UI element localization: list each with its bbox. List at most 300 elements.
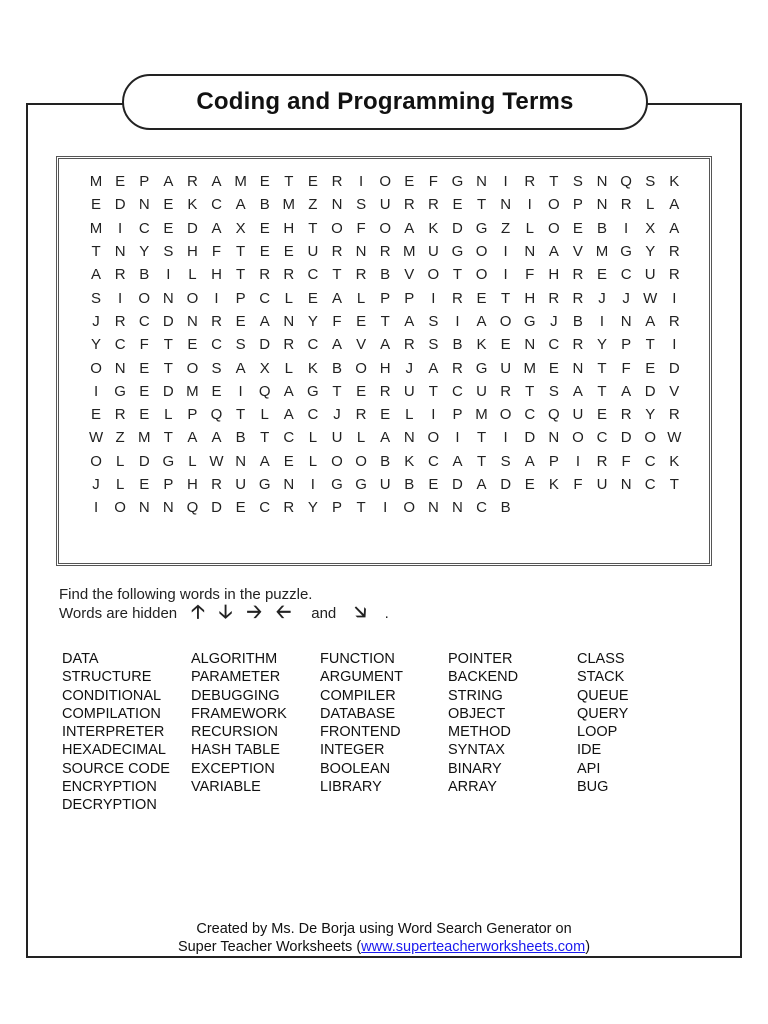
grid-letter: U — [476, 382, 487, 400]
grid-letter: V — [404, 266, 415, 284]
grid-letter: P — [452, 406, 463, 424]
grid-letter: U — [427, 243, 439, 261]
grid-letter: W — [667, 429, 682, 447]
grid-letter: T — [452, 266, 463, 284]
grid-letter: J — [598, 289, 606, 307]
grid-letter: E — [404, 173, 415, 191]
grid-letter: P — [380, 289, 391, 307]
grid-letter: U — [403, 382, 415, 400]
grid-letter: E — [187, 336, 198, 354]
grid-letter: O — [499, 406, 512, 424]
grid-letter: E — [452, 196, 463, 214]
grid-letter: K — [404, 452, 415, 470]
grid-letter: V — [572, 243, 583, 261]
grid-letter: C — [211, 336, 222, 354]
grid-letter: U — [379, 476, 391, 493]
grid-letter: L — [356, 429, 366, 447]
grid-letter: F — [428, 173, 438, 191]
word-item: IDE — [577, 742, 602, 759]
grid-letter: I — [503, 266, 508, 284]
grid-letter: M — [523, 359, 536, 377]
grid-letter: S — [500, 452, 511, 470]
grid-letter: W — [88, 429, 104, 447]
grid-letter: C — [620, 266, 632, 284]
grid-letter: R — [403, 196, 415, 214]
word-item: ARRAY — [448, 779, 497, 796]
grid-letter: O — [355, 452, 367, 470]
grid-letter: R — [427, 196, 439, 214]
word-item: DECRYPTION — [62, 797, 157, 814]
grid-letter: R — [596, 452, 608, 470]
grid-letter: I — [527, 196, 532, 214]
grid-letter: D — [187, 219, 198, 237]
grid-letter: A — [211, 219, 222, 237]
grid-letter: R — [283, 266, 295, 284]
grid-letter: R — [331, 173, 343, 191]
grid-letter: C — [524, 406, 536, 424]
grid-letter: I — [383, 499, 388, 517]
grid-letter: E — [235, 499, 246, 517]
grid-letter: A — [331, 289, 342, 307]
grid-letter: A — [404, 219, 415, 237]
grid-letter: A — [235, 196, 246, 214]
grid-letter: E — [356, 382, 367, 400]
grid-letter: A — [380, 429, 391, 447]
grid-letter: R — [668, 406, 680, 424]
grid-letter: O — [186, 289, 199, 307]
grid-letter: M — [403, 243, 416, 261]
grid-letter: I — [503, 243, 508, 261]
grid-letter: W — [643, 289, 658, 307]
grid-letter: L — [284, 289, 293, 307]
grid-letter: E — [163, 219, 174, 237]
grid-letter: Z — [501, 219, 511, 237]
grid-letter: M — [282, 196, 296, 214]
grid-letter: N — [355, 243, 367, 261]
grid-letter: D — [668, 359, 680, 377]
grid-letter: O — [90, 359, 102, 377]
grid-letter: G — [523, 312, 536, 330]
grid-letter: X — [645, 219, 656, 237]
grid-letter: F — [356, 219, 366, 237]
word-item: OBJECT — [448, 705, 506, 722]
grid-letter: Z — [308, 196, 318, 214]
grid-letter: O — [403, 499, 416, 517]
grid-letter: M — [186, 382, 199, 400]
grid-letter: N — [500, 196, 512, 214]
grid-letter: J — [405, 359, 414, 377]
grid-letter: N — [283, 476, 295, 493]
grid-letter: C — [596, 429, 608, 447]
word-item: INTEGER — [320, 742, 385, 759]
grid-letter: C — [259, 499, 271, 517]
grid-letter: F — [525, 266, 535, 284]
instruction-and: and — [311, 604, 337, 622]
grid-letter: N — [524, 336, 536, 354]
grid-letter: E — [597, 266, 608, 284]
grid-letter: S — [548, 382, 559, 400]
word-item: VARIABLE — [191, 779, 261, 796]
word-item: FRONTEND — [320, 724, 401, 741]
grid-letter: B — [572, 312, 583, 330]
grid-letter: N — [162, 289, 174, 307]
grid-letter: B — [380, 266, 391, 284]
grid-letter: I — [431, 289, 436, 307]
grid-letter: U — [644, 266, 656, 284]
grid-letter: L — [646, 196, 655, 214]
grid-letter: K — [669, 173, 680, 191]
grid-letter: H — [187, 476, 198, 493]
grid-letter: N — [114, 359, 126, 377]
grid-letter: F — [211, 243, 222, 261]
grid-letter: R — [548, 289, 560, 307]
grid-letter: C — [283, 429, 295, 447]
grid-letter: D — [452, 219, 463, 237]
grid-letter: L — [164, 406, 173, 424]
grid-letter: E — [283, 243, 294, 261]
grid-letter: K — [669, 452, 680, 470]
grid-letter: O — [499, 312, 512, 330]
grid-letter: O — [572, 429, 584, 447]
grid-letter: A — [476, 476, 487, 493]
grid-letter: E — [139, 382, 150, 400]
grid-letter: N — [427, 499, 439, 517]
grid-letter: R — [668, 312, 680, 330]
title-banner — [122, 74, 648, 130]
grid-letter: T — [597, 359, 607, 377]
grid-letter: A — [211, 173, 222, 191]
word-item: ARGUMENT — [320, 669, 403, 686]
instruction-hidden-text: Words are hidden — [59, 604, 178, 622]
grid-letter: A — [331, 336, 342, 354]
grid-letter: N — [596, 173, 608, 191]
grid-letter: I — [310, 476, 315, 493]
grid-letter: A — [91, 266, 102, 284]
footer-link[interactable]: www.superteacherworksheets.com — [361, 939, 586, 955]
grid-letter: N — [331, 196, 343, 214]
grid-letter: Y — [307, 312, 318, 330]
grid-letter: S — [428, 312, 439, 330]
grid-letter: H — [379, 359, 391, 377]
grid-letter: O — [379, 173, 391, 191]
grid-letter: I — [455, 312, 460, 330]
grid-letter: M — [137, 429, 151, 447]
grid-letter: R — [620, 406, 632, 424]
word-item: STRING — [448, 687, 503, 704]
grid-letter: T — [476, 196, 487, 214]
grid-letter: T — [476, 452, 487, 470]
grid-letter: O — [331, 219, 343, 237]
grid-letter: I — [503, 173, 508, 191]
grid-letter: O — [475, 266, 488, 284]
grid-letter: A — [645, 312, 656, 330]
grid-letter: B — [259, 196, 270, 214]
grid-letter: A — [211, 429, 222, 447]
grid-letter: R — [211, 476, 222, 493]
grid-letter: K — [187, 196, 198, 214]
grid-letter: Q — [210, 406, 223, 424]
word-item: LIBRARY — [320, 779, 382, 796]
grid-letter: E — [91, 196, 102, 214]
grid-letter: G — [162, 452, 175, 470]
grid-letter: I — [166, 266, 171, 284]
grid-letter: T — [236, 266, 246, 284]
grid-letter: C — [307, 406, 319, 424]
grid-letter: Q — [620, 173, 632, 191]
grid-letter: G — [451, 173, 464, 191]
word-item: INTERPRETER — [62, 724, 165, 741]
grid-letter: E — [91, 406, 102, 424]
grid-letter: R — [668, 243, 680, 261]
word-item: BINARY — [448, 760, 502, 777]
grid-letter: U — [307, 243, 319, 261]
grid-letter: R — [379, 382, 391, 400]
grid-letter: E — [139, 406, 150, 424]
grid-letter: L — [188, 452, 197, 470]
grid-letter: U — [379, 196, 391, 214]
instruction-period: . — [384, 604, 389, 622]
word-item: BACKEND — [448, 669, 519, 686]
grid-letter: C — [307, 266, 319, 284]
grid-letter: L — [115, 476, 125, 493]
grid-letter: J — [550, 312, 558, 330]
grid-letter: C — [476, 499, 487, 517]
grid-letter: R — [500, 382, 512, 400]
grid-letter: A — [452, 452, 463, 470]
grid-letter: G — [475, 219, 488, 237]
grid-letter: B — [139, 266, 150, 284]
word-item: API — [577, 760, 601, 777]
grid-letter: B — [235, 429, 246, 447]
grid-letter: O — [644, 429, 657, 447]
grid-letter: O — [547, 196, 560, 214]
grid-letter: V — [669, 382, 680, 400]
grid-letter: S — [356, 196, 367, 214]
grid-letter: Y — [645, 243, 656, 261]
word-item: HEXADECIMAL — [62, 742, 166, 759]
grid-letter: B — [404, 476, 415, 493]
grid-letter: P — [548, 452, 559, 470]
grid-letter: I — [118, 289, 123, 307]
instruction-line-2 — [59, 604, 389, 622]
footer-credit: Created by Ms. De Borja using Word Search Generator on — [196, 921, 572, 937]
grid-letter: S — [428, 336, 439, 354]
grid-letter: M — [89, 173, 103, 191]
grid-letter: C — [548, 336, 560, 354]
grid-letter: R — [572, 336, 584, 354]
grid-letter: A — [163, 173, 174, 191]
word-item: DEBUGGING — [191, 687, 280, 704]
grid-letter: N — [572, 359, 584, 377]
grid-letter: E — [597, 406, 608, 424]
grid-letter: O — [355, 359, 367, 377]
grid-letter: Y — [645, 406, 656, 424]
grid-letter: E — [283, 452, 294, 470]
grid-letter: N — [283, 312, 295, 330]
grid-letter: T — [525, 382, 535, 400]
grid-letter: G — [475, 359, 488, 377]
grid-letter: L — [188, 266, 197, 284]
grid-letter: O — [138, 289, 151, 307]
grid-letter: N — [620, 476, 632, 493]
grid-letter: A — [259, 452, 270, 470]
grid-letter: G — [114, 382, 126, 400]
grid-letter: T — [597, 382, 607, 400]
grid-letter: G — [355, 476, 367, 493]
grid-letter: P — [331, 499, 342, 517]
grid-letter: I — [118, 219, 123, 237]
grid-letter: R — [331, 243, 343, 261]
grid-letter: E — [259, 219, 270, 237]
grid-letter: T — [260, 429, 270, 447]
grid-letter: I — [214, 289, 219, 307]
word-item: DATA — [62, 651, 99, 667]
grid-letter: H — [524, 289, 536, 307]
grid-letter: R — [620, 196, 632, 214]
word-item: BOOLEAN — [320, 760, 391, 777]
grid-letter: D — [452, 476, 463, 493]
grid-letter: U — [596, 476, 608, 493]
grid-letter: B — [380, 452, 391, 470]
grid-letter: I — [575, 452, 580, 470]
grid-letter: Y — [139, 243, 150, 261]
grid-letter: A — [621, 382, 632, 400]
grid-letter: P — [139, 173, 150, 191]
grid-letter: S — [572, 173, 583, 191]
grid-letter: A — [572, 382, 583, 400]
grid-letter: M — [595, 243, 609, 261]
grid-letter: R — [572, 289, 584, 307]
grid-letter: R — [283, 336, 295, 354]
word-item: COMPILATION — [62, 705, 161, 722]
grid-letter: R — [452, 359, 463, 377]
diagonal-arrow-icon: 🡦 — [354, 602, 367, 623]
grid-letter: E — [572, 219, 583, 237]
grid-letter: O — [547, 219, 560, 237]
word-item: STACK — [577, 669, 625, 686]
grid-letter: T — [236, 406, 246, 424]
grid-letter: B — [500, 499, 511, 517]
grid-letter: R — [114, 266, 126, 284]
grid-letter: T — [236, 243, 246, 261]
grid-letter: K — [307, 359, 318, 377]
grid-letter: L — [115, 452, 125, 470]
grid-letter: N — [138, 196, 150, 214]
grid-letter: E — [307, 289, 318, 307]
grid-letter: C — [452, 382, 463, 400]
grid-letter: X — [259, 359, 270, 377]
grid-letter: I — [624, 219, 629, 237]
grid-letter: R — [355, 406, 367, 424]
grid-letter: N — [524, 243, 536, 261]
grid-letter: C — [307, 336, 319, 354]
grid-letter: V — [356, 336, 367, 354]
grid-letter: A — [428, 359, 439, 377]
grid-letter: G — [620, 243, 632, 261]
word-item: METHOD — [448, 724, 511, 741]
word-item: RECURSION — [191, 724, 279, 741]
grid-letter: X — [235, 219, 246, 237]
grid-letter: S — [645, 173, 656, 191]
word-item: QUERY — [577, 705, 629, 722]
word-item: STRUCTURE — [62, 669, 152, 686]
grid-letter: I — [93, 382, 99, 400]
grid-letter: D — [211, 499, 222, 517]
grid-letter: N — [476, 173, 487, 191]
grid-letter: J — [92, 476, 100, 493]
grid-letter: W — [209, 452, 224, 470]
grid-letter: K — [428, 219, 439, 237]
grid-letter: T — [645, 336, 655, 354]
footer-source — [0, 939, 768, 955]
grid-letter: T — [669, 476, 679, 493]
grid-letter: L — [284, 359, 293, 377]
grid-letter: P — [187, 406, 198, 424]
grid-letter: I — [672, 336, 677, 354]
grid-letter: I — [358, 173, 364, 191]
grid-letter: N — [452, 499, 463, 517]
grid-letter: A — [669, 196, 680, 214]
grid-letter: G — [331, 476, 343, 493]
grid-letter: N — [114, 243, 126, 261]
grid-letter: P — [621, 336, 632, 354]
grid-letter: C — [644, 452, 656, 470]
grid-letter: C — [427, 452, 439, 470]
grid-letter: D — [620, 429, 632, 447]
grid-letter: H — [211, 266, 222, 284]
grid-letter: M — [89, 219, 103, 237]
grid-letter: Q — [547, 406, 560, 424]
grid-letter: H — [187, 243, 198, 261]
grid-letter: D — [114, 196, 126, 214]
grid-letter: D — [259, 336, 271, 354]
grid-letter: E — [548, 359, 559, 377]
word-item: DATABASE — [320, 705, 396, 722]
grid-letter: M — [234, 173, 247, 191]
grid-letter: N — [548, 429, 560, 447]
grid-letter: A — [548, 243, 559, 261]
grid-letter: R — [187, 173, 198, 191]
grid-letter: R — [259, 266, 271, 284]
grid-letter: J — [333, 406, 341, 424]
grid-letter: H — [548, 266, 560, 284]
word-item: ALGORITHM — [191, 651, 278, 667]
grid-letter: U — [572, 406, 584, 424]
grid-letter: L — [405, 406, 414, 424]
grid-letter: O — [90, 452, 102, 470]
grid-letter: Y — [597, 336, 608, 354]
grid-letter: T — [91, 243, 101, 261]
grid-letter: A — [283, 406, 294, 424]
grid-letter: R — [283, 499, 295, 517]
grid-letter: R — [379, 243, 391, 261]
word-column-4 — [448, 650, 518, 796]
grid-letter: C — [138, 312, 150, 330]
grid-letter: T — [163, 336, 173, 354]
grid-letter: A — [235, 359, 246, 377]
footer-source-suffix: ) — [585, 939, 591, 955]
grid-letter: E — [139, 359, 150, 377]
grid-letter: C — [211, 196, 222, 214]
grid-letter: O — [427, 429, 440, 447]
grid-letter: D — [500, 476, 512, 493]
grid-letter: G — [307, 382, 319, 400]
letter-grid — [84, 170, 686, 519]
word-item: QUEUE — [577, 687, 629, 704]
grid-letter: L — [525, 219, 534, 237]
word-item: EXCEPTION — [191, 760, 275, 777]
grid-letter: I — [238, 382, 243, 400]
